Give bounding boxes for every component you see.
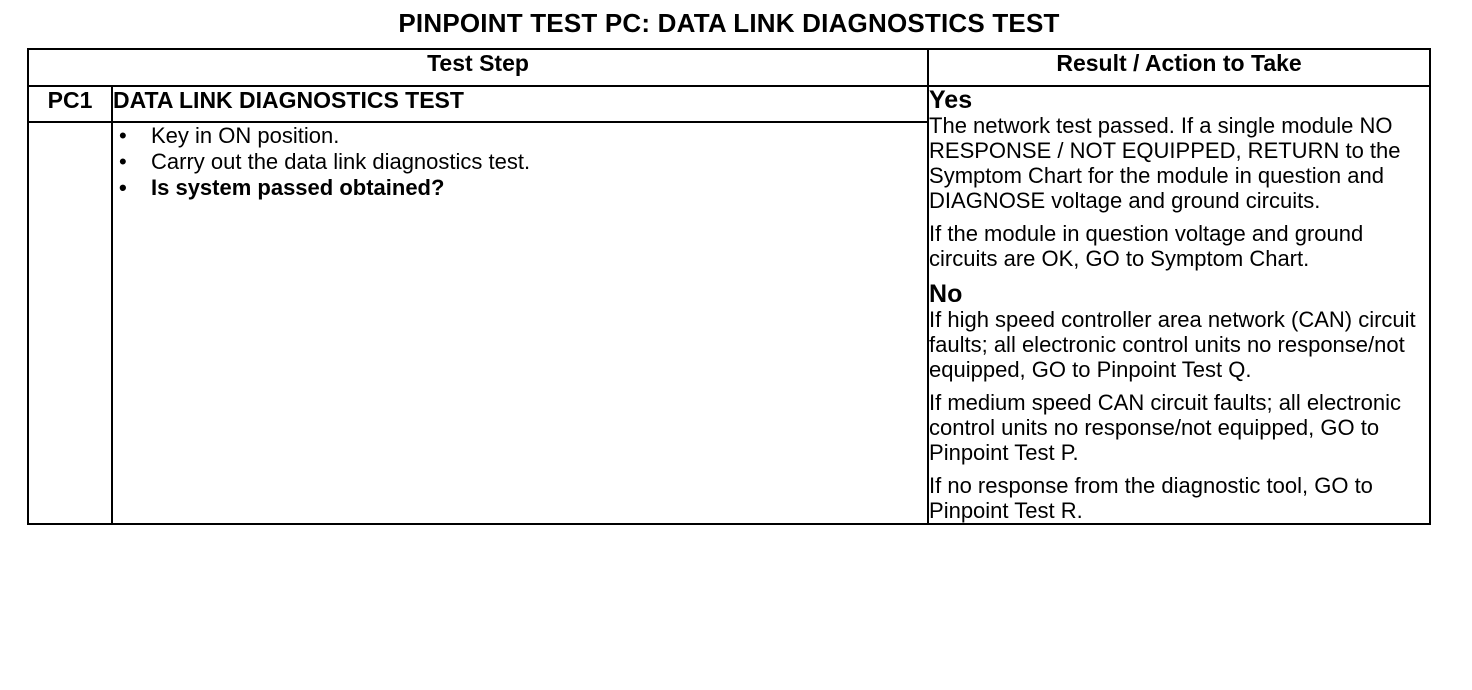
result-no-paragraph: If no response from the diagnostic tool, GO to Pinpoint Test R. xyxy=(929,473,1373,523)
list-item xyxy=(119,149,927,175)
result-action-cell xyxy=(928,86,1430,524)
bullet-icon: • xyxy=(119,175,127,200)
header-result-action: Result / Action to Take xyxy=(928,49,1430,86)
header-test-step: Test Step xyxy=(28,49,928,86)
result-no-paragraph: If medium speed CAN circuit faults; all electronic control units no response/not equipped, GO to Pinpoint Test P. xyxy=(929,390,1401,465)
table-header-row xyxy=(28,49,1430,86)
step-bullet-list xyxy=(113,123,927,201)
step-id: PC1 xyxy=(28,86,112,122)
step-instructions-cell xyxy=(112,122,928,524)
bullet-icon: • xyxy=(119,123,127,148)
bullet-icon: • xyxy=(119,149,127,174)
pinpoint-test-table xyxy=(27,48,1431,525)
step-bullet-text: Carry out the data link diagnostics test. xyxy=(151,149,531,174)
step-title-row xyxy=(28,86,1430,122)
result-no-heading: No xyxy=(929,280,963,308)
list-item xyxy=(119,123,927,149)
step-bullet-text: Key in ON position. xyxy=(151,123,340,148)
step-id-blank-cell xyxy=(28,122,112,524)
step-title: DATA LINK DIAGNOSTICS TEST xyxy=(112,86,928,122)
step-question-text: Is system passed obtained? xyxy=(151,175,445,200)
result-yes-heading: Yes xyxy=(929,86,973,114)
list-item xyxy=(119,175,927,201)
result-yes-paragraph: If the module in question voltage and ground circuits are OK, GO to Symptom Chart. xyxy=(929,221,1364,271)
result-yes-paragraph: The network test passed. If a single module NO RESPONSE / NOT EQUIPPED, RETURN to the Symptom Chart for the module in question and DIAGNOSE voltage and ground circuits. xyxy=(929,113,1401,213)
page-title: PINPOINT TEST PC: DATA LINK DIAGNOSTICS TEST xyxy=(398,8,1060,38)
result-no-paragraph: If high speed controller area network (CAN) circuit faults; all electronic control units no response/not equipped, GO to Pinpoint Test Q. xyxy=(929,307,1416,382)
